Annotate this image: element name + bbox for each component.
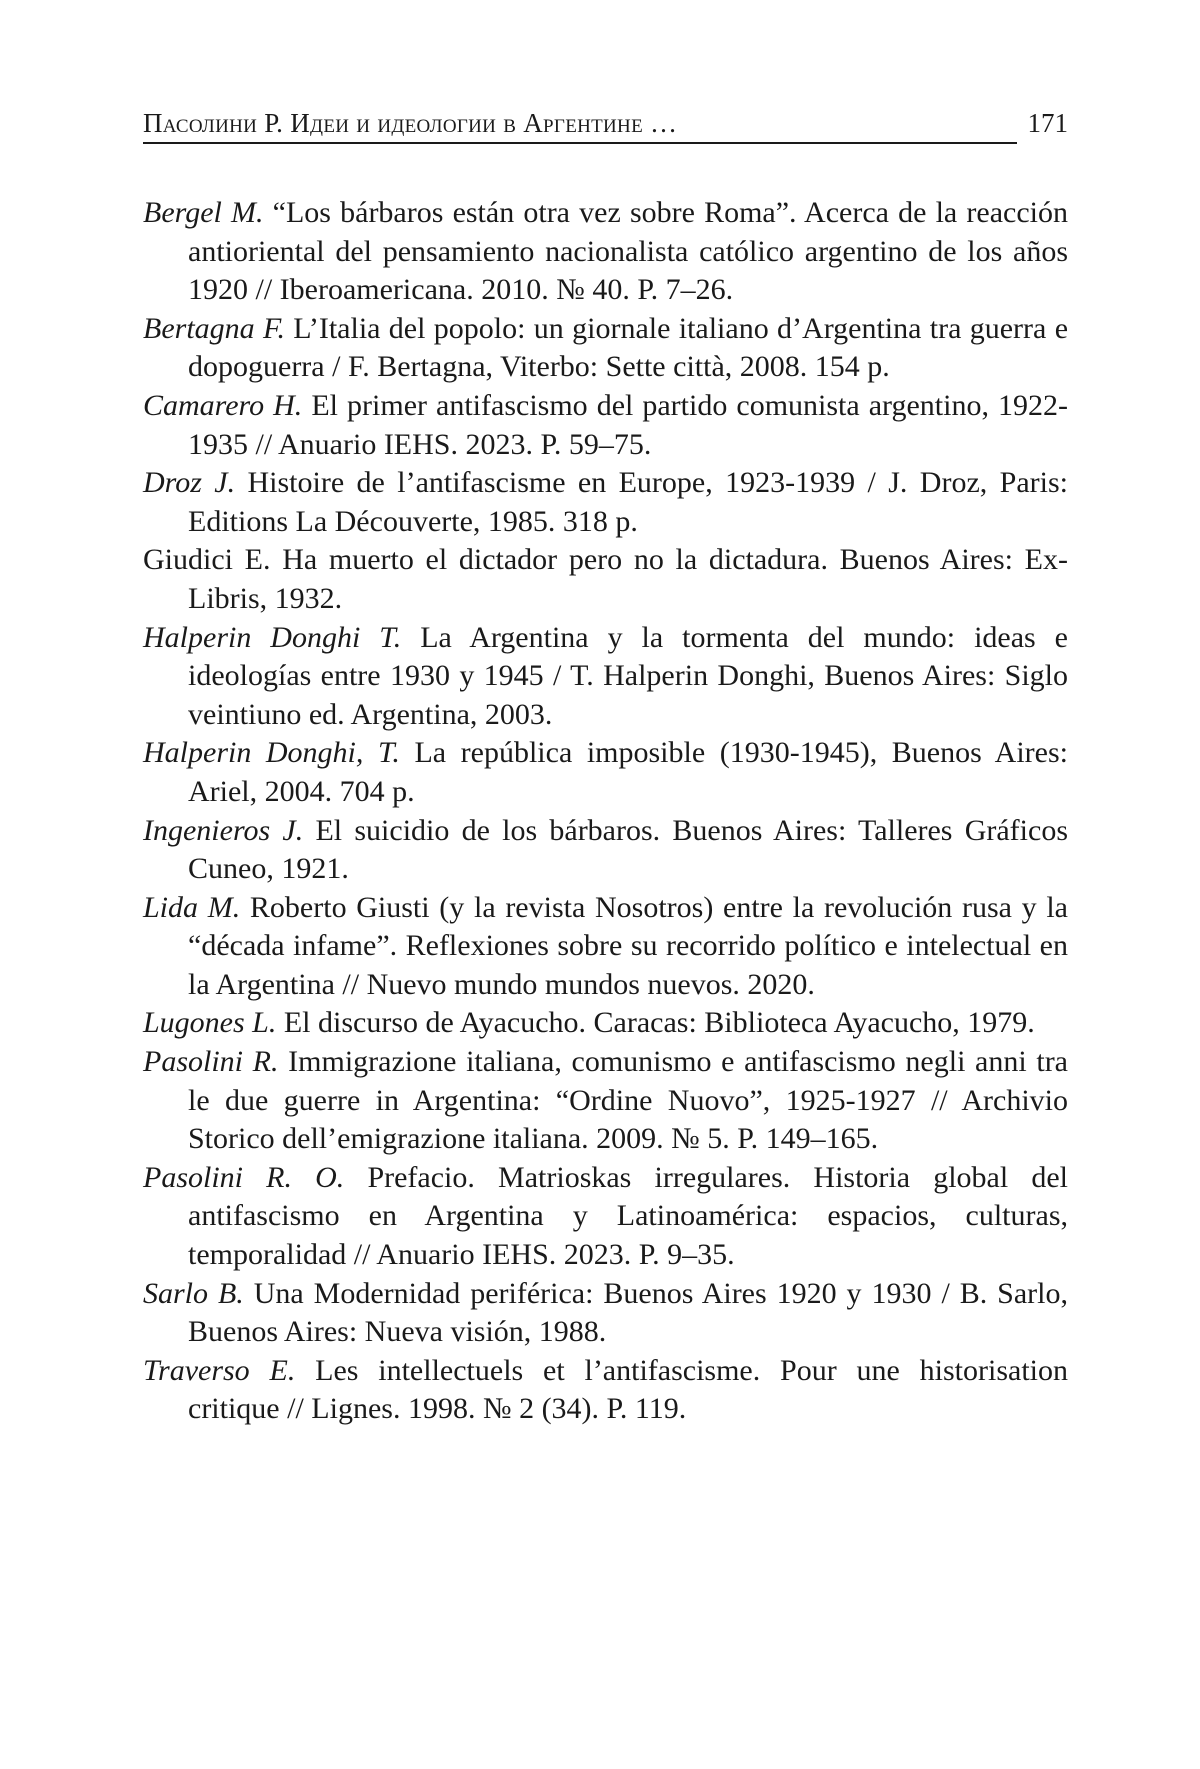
reference-author: Giudici E. [143, 543, 271, 577]
reference-text: Una Modernidad periférica: Buenos Aires 1920 y 1930 / B. Sarlo, Buenos Aires: Nueva visión, 1988. [188, 1276, 1068, 1349]
reference-item [143, 194, 1068, 310]
reference-author: Halperin Donghi T. [143, 620, 402, 654]
running-title [143, 102, 1017, 144]
reference-text: Ha muerto el dictador pero no la dictadura. Buenos Aires: Ex-Libris, 1932. [188, 543, 1068, 615]
running-title-text: Пасолини Р. Идеи и идеологии в Аргентине … [143, 108, 678, 138]
reference-item [143, 1159, 1068, 1275]
reference-author: Traverso E. [143, 1353, 296, 1387]
reference-list [143, 194, 1068, 1429]
reference-text: Prefacio. Matrioskas irregulares. Historia global del antifascismo en Argentina y Latinoamérica: espacios, culturas, temporalidad // Anuario IEHS. 2023. P. 9–35. [188, 1160, 1068, 1272]
reference-item [143, 1043, 1068, 1159]
reference-item [143, 619, 1068, 735]
reference-item [143, 812, 1068, 889]
reference-text: Histoire de l’antifascisme en Europe, 1923-1939 / J. Droz, Paris: Editions La Découverte, 1985. 318 p. [188, 466, 1068, 538]
reference-item [143, 1352, 1068, 1429]
reference-text: La república imposible (1930-1945), Buenos Aires: Ariel, 2004. 704 p. [188, 736, 1068, 808]
reference-author: Halperin Donghi, T. [143, 736, 400, 770]
reference-text: Immigrazione italiana, comunismo e antifascismo negli anni tra le due guerre in Argentina: “Ordine Nuovo”, 1925-1927 // Archivio Storico dell’emigrazione italiana. 2009. № 5. P. 149–165. [188, 1045, 1069, 1156]
reference-author: Pasolini R. O. [143, 1160, 345, 1194]
reference-author: Bergel M. [143, 196, 264, 229]
reference-item [143, 734, 1068, 811]
reference-item [143, 889, 1068, 1005]
reference-author: Pasolini R. [143, 1045, 279, 1079]
reference-author: Ingenieros J. [143, 813, 304, 847]
reference-author: Bertagna F. [143, 311, 285, 345]
reference-text: La Argentina y la tormenta del mundo: ideas e ideologías entre 1930 y 1945 / T. Halperin Donghi, Buenos Aires: Siglo veintiuno ed. Argentina, 2003. [188, 620, 1068, 731]
reference-author: Lugones L. [143, 1006, 277, 1040]
reference-author: Camarero H. [143, 388, 303, 422]
reference-text: El discurso de Ayacucho. Caracas: Biblioteca Ayacucho, 1979. [276, 1006, 1035, 1040]
reference-text: Roberto Giusti (y la revista Nosotros) entre la revolución rusa y la “década infame”. Reflexiones sobre su recorrido político e intelectual en la Argentina // Nuevo mundo mundos nuevos. 2020. [188, 890, 1069, 1001]
reference-text: L’Italia del popolo: un giornale italiano d’Argentina tra guerra e dopoguerra / F. Bertagna, Viterbo: Sette città, 2008. 154 p. [188, 311, 1069, 384]
reference-item [143, 541, 1068, 618]
reference-author: Droz J. [143, 466, 236, 500]
reference-item [143, 1004, 1068, 1043]
reference-item [143, 387, 1068, 464]
reference-author: Sarlo B. [143, 1276, 244, 1310]
page-number: 171 [1027, 108, 1068, 138]
reference-text: El primer antifascismo del partido comunista argentino, 1922-1935 // Anuario IEHS. 2023. P. 59–75. [188, 388, 1068, 461]
reference-item [143, 1275, 1068, 1352]
reference-text: El suicidio de los bárbaros. Buenos Aires: Talleres Gráficos Cuneo, 1921. [188, 813, 1068, 886]
reference-item [143, 310, 1068, 387]
reference-item [143, 464, 1068, 541]
reference-text: Les intellectuels et l’antifascisme. Pour une historisation critique // Lignes. 1998. № 2 (34). P. 119. [188, 1353, 1069, 1426]
reference-text: “Los bárbaros están otra vez sobre Roma”. Acerca de la reacción antioriental del pensamiento nacionalista católico argentino de los años 1920 // Iberoamericana. 2010. № 40. P. 7–26. [188, 196, 1068, 307]
reference-author: Lida M. [143, 890, 241, 924]
running-head [143, 102, 1068, 144]
